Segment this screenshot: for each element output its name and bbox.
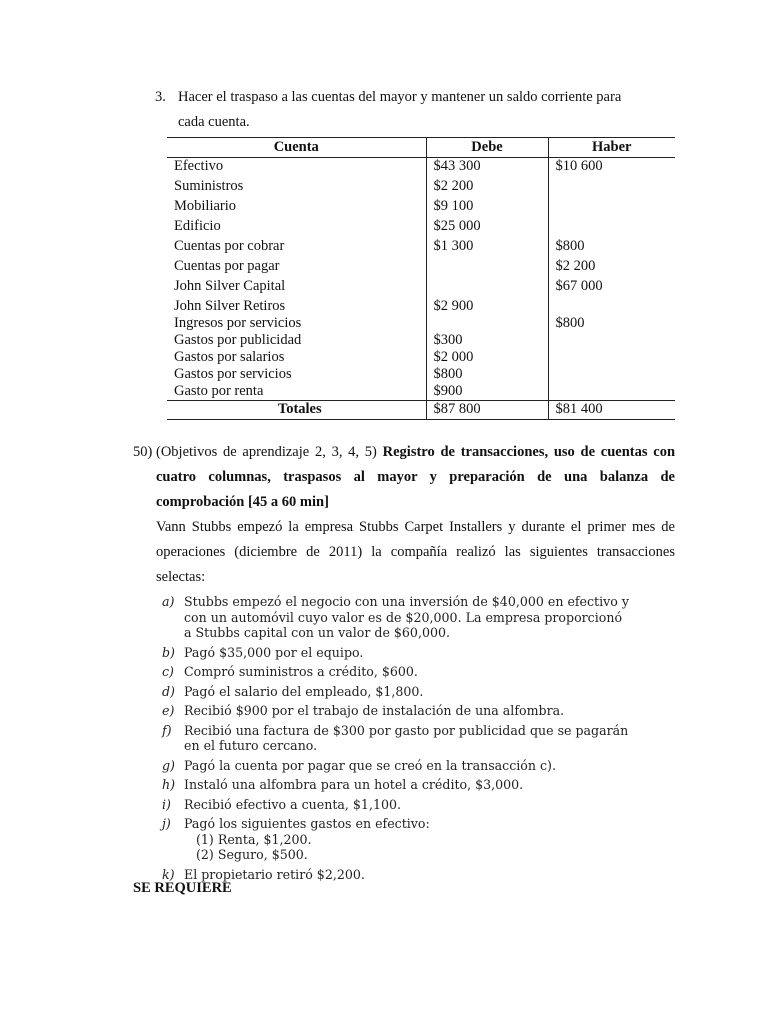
section-heading-required: SE REQUIERE bbox=[133, 880, 232, 896]
table-row bbox=[167, 366, 675, 383]
cell-credit bbox=[548, 366, 675, 383]
cell-credit bbox=[548, 332, 675, 349]
cell-account: Cuentas por cobrar bbox=[174, 237, 285, 254]
cell-account: Efectivo bbox=[174, 158, 224, 174]
table-row bbox=[167, 258, 675, 278]
transaction-item bbox=[162, 867, 632, 883]
cell-account: Gastos por publicidad bbox=[174, 331, 302, 348]
cell-debit bbox=[426, 278, 548, 298]
table-row bbox=[167, 218, 675, 238]
cell-credit bbox=[548, 349, 675, 366]
item-number: 3. bbox=[155, 89, 166, 105]
transaction-letter: a) bbox=[162, 594, 175, 609]
transaction-line: con un automóvil cuyo valor es de $20,000. La empresa proporcionó bbox=[184, 609, 623, 625]
transaction-line: (1) Renta, $1,200. bbox=[196, 831, 312, 847]
table-row bbox=[167, 178, 675, 198]
transaction-line: Compró suministros a crédito, $600. bbox=[184, 664, 418, 679]
table-row bbox=[167, 315, 675, 332]
cell-account: Ingresos por servicios bbox=[174, 314, 302, 331]
transaction-line: Pagó la cuenta por pagar que se creó en la transacción c). bbox=[184, 757, 556, 773]
cell-debit: $43 300 bbox=[426, 158, 548, 178]
header-haber: Haber bbox=[548, 138, 675, 158]
transaction-line: Stubbs empezó el negocio con una inversión de $40,000 en efectivo y bbox=[184, 594, 629, 609]
transaction-line: El propietario retiró $2,200. bbox=[184, 866, 365, 882]
table-row bbox=[167, 278, 675, 298]
totals-label: Totales bbox=[167, 400, 426, 419]
cell-credit bbox=[548, 218, 675, 238]
transaction-line: Pagó los siguientes gastos en efectivo: bbox=[184, 816, 430, 831]
transaction-item bbox=[162, 684, 632, 700]
cell-debit: $300 bbox=[426, 332, 548, 349]
cell-account: Mobiliario bbox=[174, 197, 237, 214]
transaction-line: en el futuro cercano. bbox=[184, 738, 318, 753]
transaction-line: Recibió $900 por el trabajo de instalación de una alfombra. bbox=[184, 703, 565, 718]
table-row bbox=[167, 349, 675, 366]
cell-account: Gasto por renta bbox=[174, 382, 264, 399]
table-row bbox=[167, 198, 675, 218]
table-header-row bbox=[167, 138, 675, 158]
exercise-objectives: (Objetivos de aprendizaje 2, 3, 4, 5) bbox=[156, 444, 377, 460]
transaction-line: a Stubbs capital con un valor de $60,000. bbox=[184, 625, 450, 640]
transaction-line: Pagó $35,000 por el equipo. bbox=[184, 644, 364, 660]
transaction-item bbox=[162, 645, 632, 661]
transaction-item bbox=[162, 594, 632, 641]
cell-debit: $2 200 bbox=[426, 178, 548, 198]
total-debit: $87 800 bbox=[426, 400, 548, 419]
item-text: Hacer el traspaso a las cuentas del mayor y mantener un saldo corriente para bbox=[178, 89, 622, 105]
exercise-title: Registro de transacciones, uso de cuentas con cuatro columnas, traspasos al mayor y preparación de una balanza de comprobación [45 a 60 min] bbox=[156, 444, 676, 510]
transaction-letter: d) bbox=[162, 683, 175, 699]
cell-debit: $2 000 bbox=[426, 349, 548, 366]
cell-debit: $1 300 bbox=[426, 238, 548, 258]
cell-account: Cuentas por pagar bbox=[174, 257, 280, 274]
header-cuenta: Cuenta bbox=[167, 138, 426, 158]
transaction-item bbox=[162, 723, 632, 754]
cell-account: John Silver Capital bbox=[174, 277, 286, 294]
cell-credit bbox=[548, 298, 675, 315]
transaction-item bbox=[162, 758, 632, 774]
transaction-line: Pagó el salario del empleado, $1,800. bbox=[184, 683, 424, 699]
transaction-letter: h) bbox=[162, 777, 176, 792]
totals-row bbox=[167, 400, 675, 419]
header-debe: Debe bbox=[426, 138, 548, 158]
cell-account: Edificio bbox=[174, 217, 221, 234]
transaction-item bbox=[162, 777, 632, 793]
transaction-line: Instaló una alfombra para un hotel a crédito, $3,000. bbox=[184, 777, 524, 792]
table-row bbox=[167, 383, 675, 401]
cell-credit: $67 000 bbox=[548, 278, 675, 298]
transaction-letter: f) bbox=[162, 722, 172, 738]
transaction-letter: g) bbox=[162, 757, 175, 773]
cell-credit bbox=[548, 383, 675, 401]
cell-credit: $10 600 bbox=[548, 158, 675, 178]
transaction-item bbox=[162, 664, 632, 680]
table-row bbox=[167, 332, 675, 349]
cell-credit bbox=[548, 178, 675, 198]
exercise-heading bbox=[156, 440, 675, 515]
total-credit: $81 400 bbox=[548, 400, 675, 419]
transaction-line: (2) Seguro, $500. bbox=[196, 847, 308, 862]
cell-credit bbox=[548, 198, 675, 218]
transaction-line: Recibió una factura de $300 por gasto por publicidad que se pagarán bbox=[184, 722, 629, 738]
cell-debit: $25 000 bbox=[426, 218, 548, 238]
transaction-letter: k) bbox=[162, 866, 175, 882]
table-row bbox=[167, 158, 675, 178]
transaction-item bbox=[162, 703, 632, 719]
cell-debit: $2 900 bbox=[426, 298, 548, 315]
exercise-number: 50) bbox=[133, 444, 153, 460]
cell-debit: $800 bbox=[426, 366, 548, 383]
ledger-table bbox=[167, 137, 675, 420]
item-text-continuation: cada cuenta. bbox=[178, 114, 250, 130]
cell-debit: $900 bbox=[426, 383, 548, 401]
transaction-letter: c) bbox=[162, 664, 174, 679]
cell-debit bbox=[426, 258, 548, 278]
transaction-letter: b) bbox=[162, 644, 175, 660]
cell-account: Gastos por servicios bbox=[174, 365, 292, 382]
transactions-list bbox=[162, 594, 632, 882]
transaction-line: Recibió efectivo a cuenta, $1,100. bbox=[184, 796, 401, 812]
exercise-description: Vann Stubbs empezó la empresa Stubbs Carpet Installers y durante el primer mes de operaciones (diciembre de 2011) la compañía realizó las siguientes transacciones selectas: bbox=[156, 519, 675, 585]
transaction-item bbox=[162, 816, 632, 863]
cell-debit: $9 100 bbox=[426, 198, 548, 218]
table-row bbox=[167, 298, 675, 315]
cell-credit: $800 bbox=[548, 238, 675, 258]
table-row bbox=[167, 238, 675, 258]
cell-account: John Silver Retiros bbox=[174, 297, 286, 314]
transaction-letter: j) bbox=[162, 816, 171, 831]
cell-debit bbox=[426, 315, 548, 332]
transaction-letter: e) bbox=[162, 703, 175, 718]
transaction-letter: i) bbox=[162, 796, 171, 812]
cell-credit: $2 200 bbox=[548, 258, 675, 278]
cell-credit: $800 bbox=[548, 315, 675, 332]
transaction-item bbox=[162, 797, 632, 813]
cell-account: Gastos por salarios bbox=[174, 348, 285, 365]
cell-account: Suministros bbox=[174, 177, 244, 194]
